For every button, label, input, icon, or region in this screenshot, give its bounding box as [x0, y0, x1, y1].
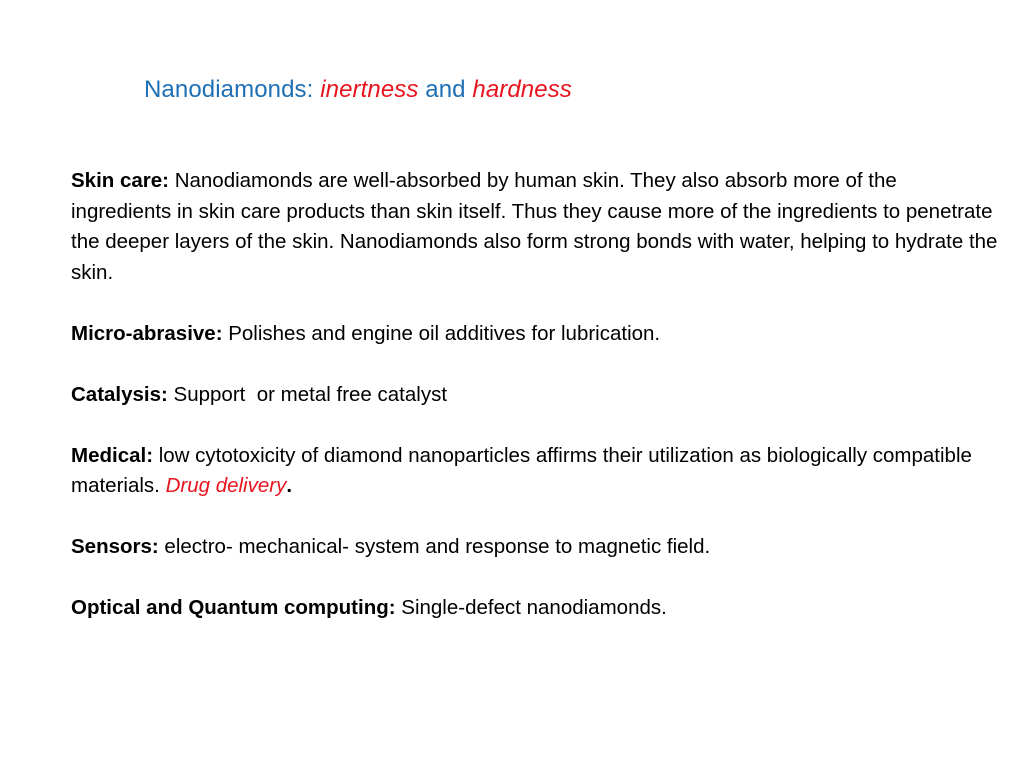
- section-text: Support or metal free catalyst: [167, 382, 448, 406]
- drug-delivery-highlight: Drug delivery: [165, 474, 287, 497]
- section-text: Single-defect nanodiamonds.: [395, 596, 667, 619]
- section-label: Micro-abrasive:: [71, 321, 223, 345]
- section-medical: [71, 441, 1001, 502]
- title-inertness: inertness: [320, 76, 419, 103]
- title-and: and: [418, 76, 473, 103]
- section-micro-abrasive: [71, 319, 1001, 350]
- section-suffix: .: [286, 474, 293, 497]
- slide-body: [71, 166, 1001, 654]
- section-text: Polishes and engine oil additives for lubrication.: [222, 321, 661, 345]
- slide-title: [144, 76, 572, 104]
- section-catalysis: [71, 380, 1001, 411]
- section-skin-care: [71, 166, 1001, 288]
- section-optical-quantum: [71, 593, 1001, 624]
- section-text: electro- mechanical- system and response to magnetic field.: [158, 535, 711, 558]
- title-prefix: Nanodiamonds:: [144, 76, 321, 103]
- section-label: Optical and Quantum computing:: [71, 596, 396, 619]
- section-text: low cytotoxicity of diamond nanoparticles affirms their utilization as biologically compatible materials.: [71, 443, 972, 497]
- title-hardness: hardness: [472, 76, 572, 103]
- section-label: Catalysis:: [71, 382, 168, 406]
- section-label: Medical:: [71, 443, 154, 467]
- section-label: Skin care:: [71, 169, 169, 192]
- section-label: Sensors:: [71, 535, 159, 558]
- section-text: Nanodiamonds are well-absorbed by human skin. They also absorb more of the ingredients in skin care products than skin itself. Thus they cause more of the ingredients to penetrate the deeper layers of the skin. Nanodiamonds also form strong bonds with water, helping to hydrate the skin.: [71, 169, 998, 284]
- section-sensors: [71, 532, 1001, 563]
